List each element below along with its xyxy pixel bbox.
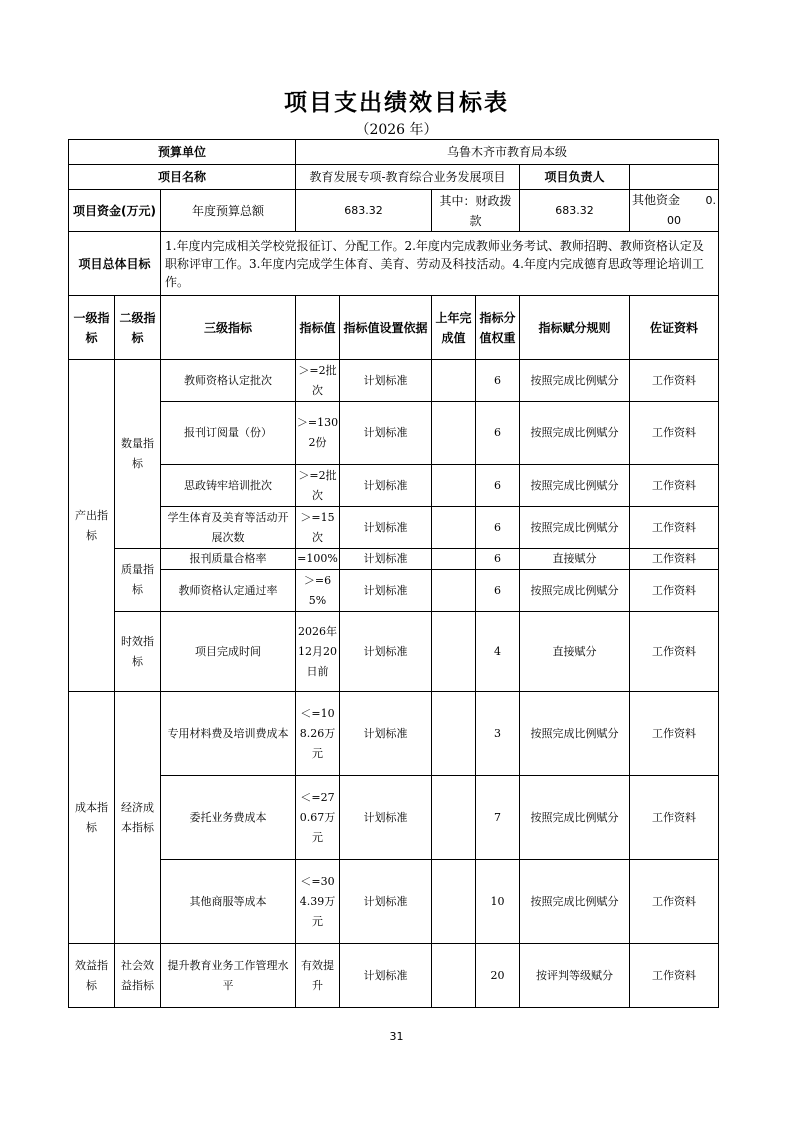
level2-timeliness: 时效指标 — [115, 612, 161, 692]
indicator-evidence: 工作资料 — [630, 860, 719, 944]
indicator-evidence: 工作资料 — [630, 402, 719, 465]
year-subtitle: （2026 年） — [355, 122, 438, 138]
page-number: 31 — [389, 1030, 404, 1043]
indicator-weight: 6 — [476, 465, 520, 507]
overall-goal-label: 项目总体目标 — [69, 232, 161, 296]
indicator-name: 报刊质量合格率 — [161, 549, 296, 570]
indicator-rule: 按照完成比例赋分 — [520, 776, 630, 860]
indicator-rule: 按照完成比例赋分 — [520, 507, 630, 549]
indicator-basis: 计划标准 — [340, 692, 432, 776]
indicator-last-year — [432, 570, 476, 612]
indicator-basis: 计划标准 — [340, 776, 432, 860]
indicator-last-year — [432, 692, 476, 776]
header-level2: 二级指标 — [115, 296, 161, 360]
header-basis: 指标值设置依据 — [340, 296, 432, 360]
indicator-value: ＞=2批次 — [296, 465, 340, 507]
performance-target-table — [68, 139, 719, 1008]
indicator-basis: 计划标准 — [340, 507, 432, 549]
level2-economic-cost: 经济成本指标 — [115, 692, 161, 944]
project-funds-row — [69, 190, 719, 232]
level2-social-benefit: 社会效益指标 — [115, 944, 161, 1008]
indicator-rule: 直接赋分 — [520, 549, 630, 570]
project-owner-value — [630, 165, 719, 190]
indicator-weight: 4 — [476, 612, 520, 692]
indicator-name: 学生体育及美育等活动开展次数 — [161, 507, 296, 549]
indicator-weight: 3 — [476, 692, 520, 776]
indicator-name: 报刊订阅量（份） — [161, 402, 296, 465]
indicator-basis: 计划标准 — [340, 360, 432, 402]
indicator-evidence: 工作资料 — [630, 360, 719, 402]
indicator-name: 项目完成时间 — [161, 612, 296, 692]
indicator-value: ＞=1302份 — [296, 402, 340, 465]
indicator-basis: 计划标准 — [340, 944, 432, 1008]
level1-cost: 成本指标 — [69, 692, 115, 944]
header-rule: 指标赋分规则 — [520, 296, 630, 360]
indicator-weight: 7 — [476, 776, 520, 860]
indicator-row — [69, 570, 719, 612]
annual-budget-value: 683.32 — [296, 190, 432, 232]
header-weight: 指标分值权重 — [476, 296, 520, 360]
indicator-evidence: 工作资料 — [630, 776, 719, 860]
indicator-evidence: 工作资料 — [630, 612, 719, 692]
indicator-row — [69, 402, 719, 465]
indicator-evidence: 工作资料 — [630, 692, 719, 776]
indicator-last-year — [432, 402, 476, 465]
indicator-basis: 计划标准 — [340, 860, 432, 944]
page-title: 项目支出绩效目标表 — [284, 90, 509, 116]
indicator-rule: 直接赋分 — [520, 612, 630, 692]
indicator-basis: 计划标准 — [340, 612, 432, 692]
project-name-row — [69, 165, 719, 190]
level2-quantity: 数量指标 — [115, 360, 161, 549]
indicator-basis: 计划标准 — [340, 402, 432, 465]
indicator-value: ＞=15次 — [296, 507, 340, 549]
indicator-value: ＜=270.67万元 — [296, 776, 340, 860]
indicator-value: ＞=65% — [296, 570, 340, 612]
indicator-row — [69, 465, 719, 507]
header-level3: 三级指标 — [161, 296, 296, 360]
indicator-weight: 6 — [476, 549, 520, 570]
indicator-row — [69, 507, 719, 549]
indicator-row — [69, 860, 719, 944]
indicator-basis: 计划标准 — [340, 570, 432, 612]
overall-goal-text: 1.年度内完成相关学校党报征订、分配工作。2.年度内完成教师业务考试、教师招聘、教师资格认定及职称评审工作。3.年度内完成学生体育、美育、劳动及科技活动。4.年度内完成德育思政等理论培训工作。 — [161, 232, 719, 296]
indicator-weight: 6 — [476, 507, 520, 549]
indicator-basis: 计划标准 — [340, 465, 432, 507]
indicator-evidence: 工作资料 — [630, 944, 719, 1008]
indicator-header-row — [69, 296, 719, 360]
indicator-row — [69, 944, 719, 1008]
indicator-value: =100% — [296, 549, 340, 570]
indicator-last-year — [432, 465, 476, 507]
indicator-last-year — [432, 360, 476, 402]
indicator-rule: 按照完成比例赋分 — [520, 465, 630, 507]
indicator-rule: 按照完成比例赋分 — [520, 860, 630, 944]
indicator-basis: 计划标准 — [340, 549, 432, 570]
indicator-name: 思政铸牢培训批次 — [161, 465, 296, 507]
indicator-rule: 按照完成比例赋分 — [520, 692, 630, 776]
indicator-value: ＞=2批次 — [296, 360, 340, 402]
budget-unit-label: 预算单位 — [69, 140, 296, 165]
indicator-weight: 6 — [476, 570, 520, 612]
indicator-last-year — [432, 612, 476, 692]
project-owner-label: 项目负责人 — [520, 165, 630, 190]
indicator-evidence: 工作资料 — [630, 549, 719, 570]
indicator-row — [69, 549, 719, 570]
indicator-name: 教师资格认定通过率 — [161, 570, 296, 612]
header-level1: 一级指标 — [69, 296, 115, 360]
indicator-evidence: 工作资料 — [630, 507, 719, 549]
indicator-last-year — [432, 549, 476, 570]
overall-goal-row — [69, 232, 719, 296]
project-funds-label: 项目资金(万元) — [69, 190, 161, 232]
project-name-label: 项目名称 — [69, 165, 296, 190]
indicator-last-year — [432, 860, 476, 944]
indicator-row — [69, 360, 719, 402]
header-evidence: 佐证资料 — [630, 296, 719, 360]
indicator-last-year — [432, 944, 476, 1008]
other-funds-value-cell — [630, 190, 719, 232]
indicator-name: 委托业务费成本 — [161, 776, 296, 860]
indicator-weight: 6 — [476, 360, 520, 402]
indicator-weight: 6 — [476, 402, 520, 465]
indicator-row — [69, 692, 719, 776]
indicator-last-year — [432, 507, 476, 549]
indicator-last-year — [432, 776, 476, 860]
indicator-evidence: 工作资料 — [630, 465, 719, 507]
indicator-name: 教师资格认定批次 — [161, 360, 296, 402]
other-funds-value: 0.00 — [667, 194, 717, 227]
fiscal-funds-label: 其中：财政拨款 — [432, 190, 520, 232]
other-funds-label: 其他资金 — [632, 193, 681, 207]
indicator-row — [69, 776, 719, 860]
annual-budget-label: 年度预算总额 — [161, 190, 296, 232]
indicator-value: 2026年12月20日前 — [296, 612, 340, 692]
level1-benefit: 效益指标 — [69, 944, 115, 1008]
header-value: 指标值 — [296, 296, 340, 360]
budget-unit-value: 乌鲁木齐市教育局本级 — [296, 140, 719, 165]
project-name-value: 教育发展专项-教育综合业务发展项目 — [296, 165, 520, 190]
indicator-row — [69, 612, 719, 692]
indicator-weight: 10 — [476, 860, 520, 944]
indicator-rule: 按照完成比例赋分 — [520, 402, 630, 465]
indicator-rule: 按评判等级赋分 — [520, 944, 630, 1008]
indicator-rule: 按照完成比例赋分 — [520, 570, 630, 612]
indicator-value: ＜=304.39万元 — [296, 860, 340, 944]
level1-output: 产出指标 — [69, 360, 115, 692]
indicator-name: 其他商服等成本 — [161, 860, 296, 944]
indicator-evidence: 工作资料 — [630, 570, 719, 612]
indicator-name: 提升教育业务工作管理水平 — [161, 944, 296, 1008]
indicator-name: 专用材料费及培训费成本 — [161, 692, 296, 776]
level2-quality: 质量指标 — [115, 549, 161, 612]
fiscal-funds-value: 683.32 — [520, 190, 630, 232]
header-last-year: 上年完成值 — [432, 296, 476, 360]
indicator-weight: 20 — [476, 944, 520, 1008]
budget-unit-row — [69, 140, 719, 165]
indicator-value: 有效提升 — [296, 944, 340, 1008]
indicator-rule: 按照完成比例赋分 — [520, 360, 630, 402]
indicator-value: ＜=108.26万元 — [296, 692, 340, 776]
